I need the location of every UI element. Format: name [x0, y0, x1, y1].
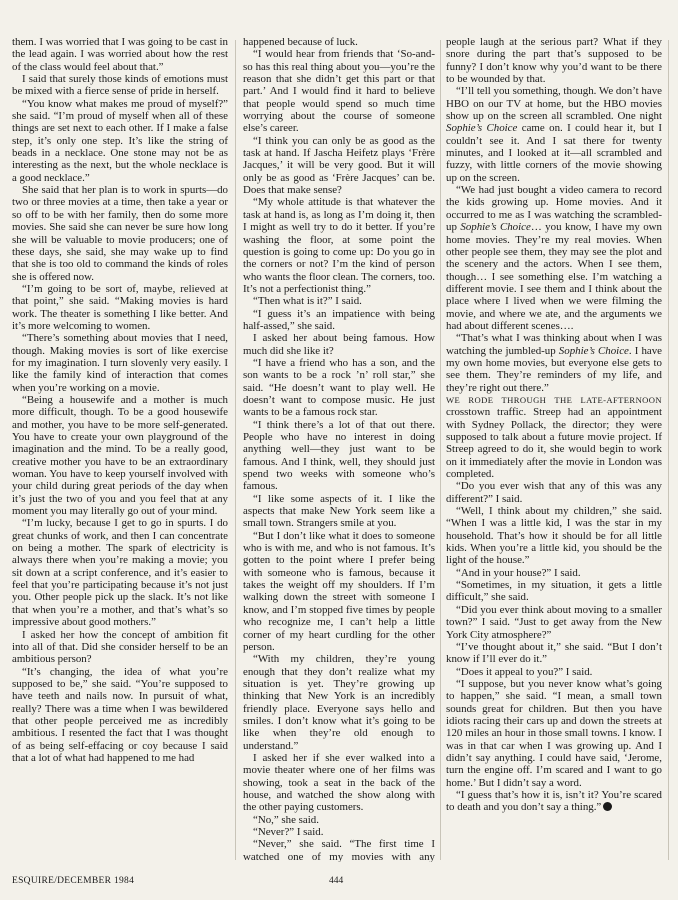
- article-paragraph: [243, 135, 435, 197]
- article-paragraph: [446, 579, 662, 604]
- article-paragraph: [446, 85, 662, 184]
- article-column-1: [12, 36, 228, 862]
- article-paragraph: [243, 196, 435, 295]
- article-column-2: [243, 36, 435, 862]
- paragraph-text: “And in your house?” I said.: [456, 566, 581, 579]
- paragraph-text: “I guess it’s an impatience with being half-assed,” she said.: [243, 307, 435, 332]
- article-paragraph: [243, 653, 435, 752]
- paragraph-text: “Never,” she said. “The first time I watched one of my movies with any: [243, 838, 435, 862]
- section-lead-in: WE RODE THROUGH THE LATE-AFTERNOON: [446, 394, 662, 405]
- paragraph-text: “I suppose, but you never know what’s going to happen,” she said. “I mean, a small town sounds great for children. But then you have idiots racing their cars up and down the streets at 120 miles an hour in those small towns. I know. I was in that car when I was growing up. And I didn’t say anything. I could have said, ‘Jerome, turn the engine off. I’m scared and I want to go home.’ But I didn’t say a word.: [446, 677, 662, 789]
- film-title: Sophie’s Choice: [460, 221, 531, 234]
- article-paragraph: [12, 517, 228, 628]
- film-title: Sophie’s Choice: [446, 122, 518, 135]
- article-paragraph: [243, 826, 435, 838]
- paragraph-text: I asked her how the concept of ambition fit into all of that. Did she consider herself to be an ambitious person?: [12, 628, 228, 666]
- article-paragraph: [12, 98, 228, 184]
- article-paragraph: [243, 419, 435, 493]
- article-paragraph: [446, 184, 662, 332]
- page-number: 444: [329, 876, 344, 886]
- paragraph-text: people laugh at the serious part? What if they snore during the part that’s supposed to be funny? I don’t know why you’d want to be there to be wounded by that.: [446, 36, 662, 86]
- article-paragraph: [446, 567, 662, 579]
- article-paragraph: [243, 530, 435, 653]
- paragraph-text: “Never?” I said.: [253, 826, 324, 838]
- paragraph-text: “It’s changing, the idea of what you’re supposed to be,” she said. “You’re supposed to have teeth and nails now. In pursuit of what, really? There was a time when I was bewildered that other people perceived me as incredibly ambitious. I resented the fact that I was thought of as being self-effacing or coy because I said that a lot of what had happened to me had: [12, 665, 228, 764]
- paragraph-text: “There’s something about movies that I need, though. Making movies is sort of like exercise for my imagination. I turn slovenly very easily. I like the family kind of interaction that comes when you’re working on a movie.: [12, 332, 228, 394]
- paragraph-text: “My whole attitude is that whatever the task at hand is, as long as I’m doing it, then I might as well try to do it better. If you’re washing the floor, at some point the question is going to come up: Do you go in the corners or not? I’m the kind of person who wants the floor clean. The corners, too. It’s not a perfectionist thing.”: [243, 196, 435, 295]
- article-paragraph: [446, 678, 662, 789]
- article-paragraph: [243, 814, 435, 826]
- paragraph-text: crosstown traffic. Streep had an appointment with Sydney Pollack, the director; they were supposed to talk about a future movie project. If Streep agreed to do it, she would begin to work on it immediately after the movie in London was completed.: [446, 406, 662, 481]
- paragraph-text: “Then what is it?” I said.: [253, 295, 362, 308]
- article-paragraph: [243, 48, 435, 134]
- paragraph-text: happened because of luck.: [243, 36, 358, 48]
- article-paragraph: [243, 493, 435, 530]
- article-paragraph: [243, 838, 435, 862]
- paragraph-text: I asked her if she ever walked into a movie theater where one of her films was showing, took a seat in the back of the house, and watched the show along with the other paying customers.: [243, 751, 435, 814]
- paragraph-text: “Do you ever wish that any of this was any different?” I said.: [446, 480, 662, 505]
- article-paragraph: [243, 36, 435, 48]
- article-paragraph: [446, 480, 662, 505]
- paragraph-text: “No,” she said.: [253, 813, 319, 826]
- article-paragraph: [12, 184, 228, 283]
- paragraph-text: “I have a friend who has a son, and the son wants to be a rock ’n’ roll star,” she said. “He doesn’t want to play well. He doesn’t want to compose music. He just wants to be a famous rock star.: [243, 356, 435, 419]
- paragraph-text: “But I don’t like what it does to someone who is with me, and who is not famous. It’s gotten to the point where I prefer being with someone who is famous, because it takes the weight off my shoulders. If I’m walking down the street with someone I know, and I’m stopped five times by people who recognize me, I can’t help a little corner of my heart curdling for the other person.: [243, 529, 435, 653]
- paragraph-text: “That’s what I was thinking about when I was watching the jumbled-up: [446, 332, 662, 357]
- paragraph-text: “Sometimes, in my situation, it gets a little difficult,” she said.: [446, 579, 662, 604]
- footer-publication: ESQUIRE/DECEMBER 1984: [12, 876, 135, 886]
- paragraph-text: I asked her about being famous. How much did she like it?: [243, 332, 435, 357]
- article-paragraph: [12, 629, 228, 666]
- article-paragraph: [243, 752, 435, 814]
- article-paragraph: [446, 394, 662, 480]
- article-paragraph: [446, 641, 662, 666]
- article-paragraph: [446, 505, 662, 567]
- article-paragraph: [243, 295, 435, 307]
- article-paragraph: [12, 332, 228, 394]
- article-paragraph: [446, 604, 662, 641]
- column-divider: [440, 40, 441, 860]
- paragraph-text: … you know, I have my own home movies. They’re my real movies. When other people see them, they may see the plot and the scenery and the actors. When I see them, though… I see something else. I’m watching a different movie. I see them and I think about the place where I lived when we were filming the movie, and where we ate, and the arguments we had about different scenes….: [446, 221, 662, 332]
- paragraph-text: She said that her plan is to work in spurts—do two or three movies at a time, then take a year or so off to be with her family, then do some more movies. She said she can never be sure how long she will be valuable to movie producers; one of these days, she said, she may wake up to find that she is too old to command the kinds of roles she is offered now.: [12, 184, 228, 283]
- paragraph-text: “I would hear from friends that ‘So-and-so has this real thing about you—you’re the reason that she didn’t get this part or that part.’ And I would find it hard to believe that people would spend so much time worrying about the course of someone else’s career.: [243, 48, 435, 135]
- article-paragraph: [12, 36, 228, 73]
- column-divider: [668, 40, 669, 860]
- article-paragraph: [446, 666, 662, 678]
- paragraph-text: I said that surely those kinds of emotions must be mixed with a fierce sense of pride in herself.: [12, 73, 228, 98]
- article-paragraph: [12, 283, 228, 332]
- article-paragraph: [243, 357, 435, 419]
- paragraph-text: “Being a housewife and a mother is much more difficult, though. To be a good housewife and mother, you have to be more self-generated. You have to create your own playground of the imagination and the mind. To be a really good, creative mother you have to be an extraordinary woman. You have to keep yourself involved with your child during great periods of the day when it’s just the two of you and you feel that at any moment you may literally go out of your mind.: [12, 393, 228, 518]
- paragraph-text: “I think you can only be as good as the task at hand. If Jascha Heifetz plays ‘Frère Jacques,’ it will be very good. But it will only be as good as ‘Frère Jacques’ can be. Does that make sense?: [243, 134, 435, 197]
- paragraph-text: them. I was worried that I was going to be cast in the lead again. I was worried about how the rest of the class would feel about that.”: [12, 36, 228, 73]
- paragraph-text: “I’m lucky, because I get to go in spurts. I do great chunks of work, and then I can concentrate on being a mother. The spark of electricity is always there when you’re making a movie; you sit down at a script conference, and it’s easier to feel that you’re participating because it’s not just you. Other people pick up the slack. It’s not like that when you’re a mother, and that’s what’s so impressive about good mothers.”: [12, 517, 228, 629]
- article-paragraph: [446, 789, 662, 814]
- article-paragraph: [446, 332, 662, 394]
- paragraph-text: “I’m going to be sort of, maybe, relieved at that point,” she said. “Making movies is hard work. The theater is something I like better. And it’s more welcoming to women.: [12, 282, 228, 332]
- article-column-3: [446, 36, 662, 862]
- column-divider: [235, 40, 236, 860]
- paragraph-text: “I like some aspects of it. I like the aspects that make New York seem like a small town. Strangers smile at you.: [243, 492, 435, 530]
- paragraph-text: “Well, I think about my children,” she said. “When I was a little kid, I was the star in my household. That’s how it should be for all little kids. When you’re a little kid, you should be the light of the house.”: [446, 505, 662, 567]
- article-paragraph: [243, 332, 435, 357]
- article-paragraph: [12, 394, 228, 517]
- paragraph-text: “We had just bought a video camera to record the kids growing up. Home movies. And it occurred to me as I was watching the scrambled-up: [446, 184, 662, 234]
- paragraph-text: came on. I could hear it, but I couldn’t see it. And I sat there for twenty minutes, and I looked at it—all scrambled and fuzzy, with little corners of the movie showing up on the screen.: [446, 122, 662, 184]
- paragraph-text: “Did you ever think about moving to a smaller town?” I said. “Just to get away from the New York City atmosphere?”: [446, 603, 662, 641]
- article-paragraph: [243, 308, 435, 333]
- paragraph-text: “I guess that’s how it is, isn’t it? You’re scared to death and you don’t say a thing.”: [446, 788, 662, 814]
- end-mark-icon: [603, 802, 612, 811]
- article-paragraph: [12, 73, 228, 98]
- film-title: Sophie’s Choice: [558, 344, 629, 357]
- paragraph-text: “I’ve thought about it,” she said. “But I don’t know if I’ll ever do it.”: [446, 640, 662, 666]
- article-paragraph: [446, 36, 662, 85]
- paragraph-text: “You know what makes me proud of myself?” she said. “I’m proud of myself when all of these things are set next to each other. If I make a false step, it’s only one step. It’s like the string of beads in a necklace. One stone may not be as interesting as the next, but the whole necklace is a good necklace.”: [12, 97, 228, 184]
- article-paragraph: [12, 666, 228, 765]
- paragraph-text: “Does it appeal to you?” I said.: [456, 665, 593, 678]
- paragraph-text: “I think there’s a lot of that out there. People who have no interest in doing anything well—they just want to be famous. And I think, well, they should just spend two weeks with someone who’s famous.: [243, 418, 435, 493]
- paragraph-text: “I’ll tell you something, though. We don’t have HBO on our TV at home, but the HBO movies show up on the screen all scrambled. One night: [446, 85, 662, 123]
- paragraph-text: . I have my own home movies, but everyone else gets to see them. They’re reminders of my life, and they’re right out there.”: [446, 344, 662, 394]
- paragraph-text: “With my children, they’re young enough that they don’t realize what my situation is yet. They’re growing up thinking that New York is an incredibly friendly place. Everyone says hello and smiles. I don’t know what it’s going to be like when they’re old enough to understand.”: [243, 653, 435, 752]
